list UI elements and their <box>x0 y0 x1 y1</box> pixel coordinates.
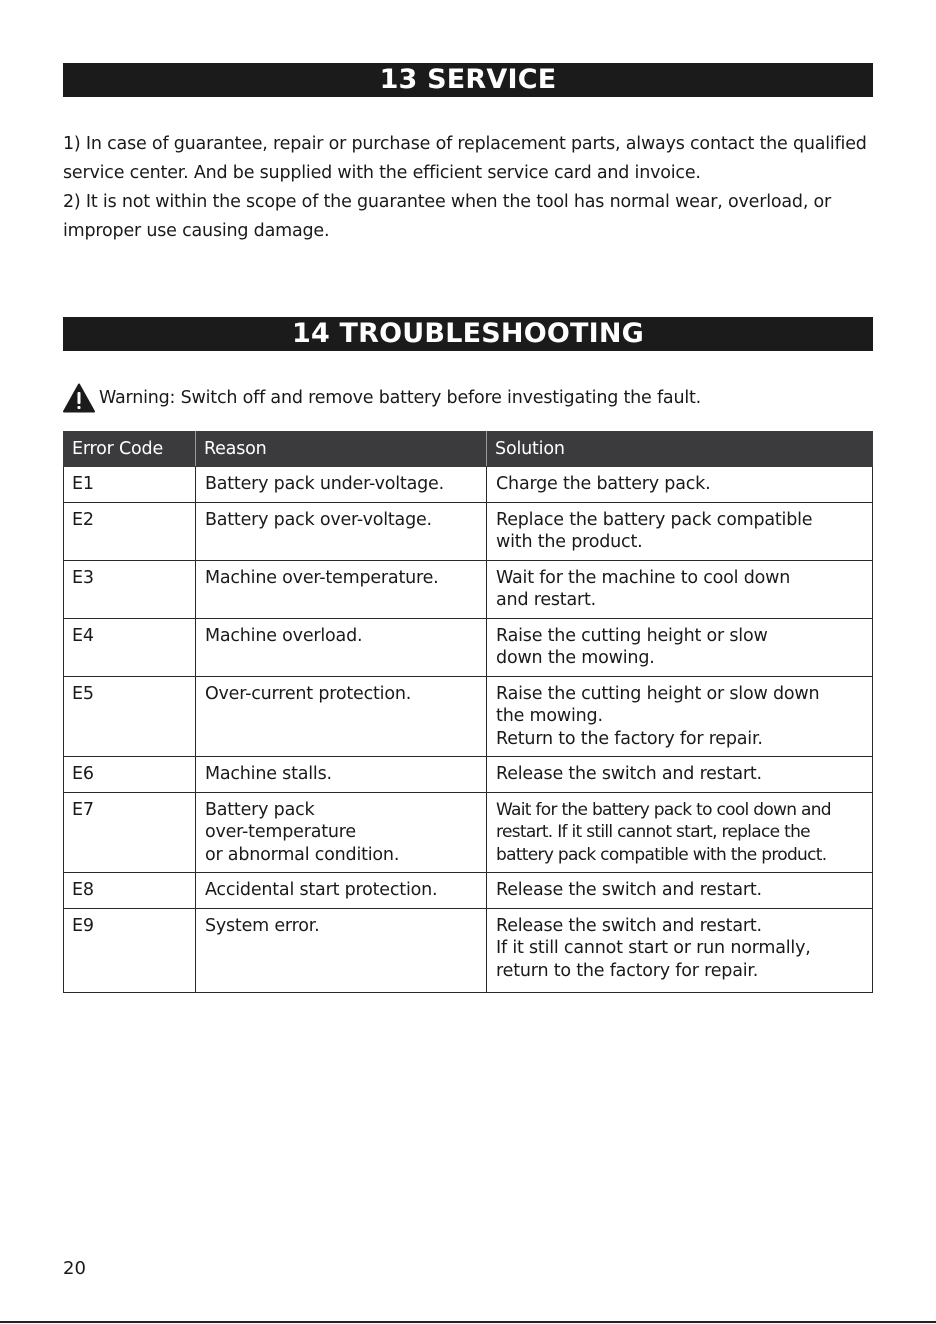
service-paragraph-2: 2) It is not within the scope of the guarantee when the tool has normal wear, overload, or improper use causing damage. <box>63 192 832 241</box>
error-code-cell: E6 <box>64 757 196 793</box>
table-row <box>64 560 873 618</box>
column-header-solution: Solution <box>487 432 873 467</box>
error-code-cell: E5 <box>64 676 196 757</box>
reason-cell: Machine stalls. <box>195 757 486 793</box>
solution-cell: Wait for the machine to cool down and restart. <box>487 560 873 618</box>
solution-cell: Raise the cutting height or slow down the mowing. Return to the factory for repair. <box>487 676 873 757</box>
column-header-reason: Reason <box>195 432 486 467</box>
reason-cell: Machine overload. <box>195 618 486 676</box>
table-row <box>64 792 873 873</box>
table-header-row <box>64 432 873 467</box>
reason-cell: Accidental start protection. <box>195 873 486 909</box>
warning-text: Warning: Switch off and remove battery before investigating the fault. <box>99 388 702 408</box>
warning-notice <box>63 383 701 413</box>
table-row <box>64 502 873 560</box>
reason-cell: Over-current protection. <box>195 676 486 757</box>
warning-triangle-icon <box>63 383 95 413</box>
table-row <box>64 618 873 676</box>
reason-cell: Battery pack under-voltage. <box>195 467 486 503</box>
solution-cell: Release the switch and restart. If it still cannot start or run normally, return to the factory for repair. <box>487 908 873 993</box>
error-code-cell: E4 <box>64 618 196 676</box>
error-code-cell: E9 <box>64 908 196 993</box>
service-heading: 13 SERVICE <box>63 63 873 97</box>
solution-cell: Raise the cutting height or slow down the mowing. <box>487 618 873 676</box>
table-row <box>64 467 873 503</box>
solution-cell: Release the switch and restart. <box>487 873 873 909</box>
troubleshooting-table <box>63 431 873 993</box>
service-paragraph-1: 1) In case of guarantee, repair or purchase of replacement parts, always contact the qualified service center. And be supplied with the efficient service card and invoice. <box>63 134 867 183</box>
column-header-error-code: Error Code <box>64 432 196 467</box>
reason-cell: System error. <box>195 908 486 993</box>
error-code-cell: E2 <box>64 502 196 560</box>
reason-cell: Battery pack over-temperature or abnormal condition. <box>195 792 486 873</box>
table-row <box>64 873 873 909</box>
solution-cell: Release the switch and restart. <box>487 757 873 793</box>
error-code-cell: E8 <box>64 873 196 909</box>
page-number: 20 <box>63 1258 86 1279</box>
solution-cell: Charge the battery pack. <box>487 467 873 503</box>
error-code-cell: E7 <box>64 792 196 873</box>
service-text <box>63 130 875 246</box>
reason-cell: Machine over-temperature. <box>195 560 486 618</box>
error-code-cell: E1 <box>64 467 196 503</box>
solution-cell: Replace the battery pack compatible with the product. <box>487 502 873 560</box>
reason-cell: Battery pack over-voltage. <box>195 502 486 560</box>
solution-cell: Wait for the battery pack to cool down and restart. If it still cannot start, replace the battery pack compatible with the product. <box>487 792 873 873</box>
troubleshooting-heading: 14 TROUBLESHOOTING <box>63 317 873 351</box>
table-row <box>64 757 873 793</box>
bottom-rule <box>0 1321 936 1323</box>
table-row <box>64 676 873 757</box>
error-code-cell: E3 <box>64 560 196 618</box>
table-row <box>64 908 873 993</box>
